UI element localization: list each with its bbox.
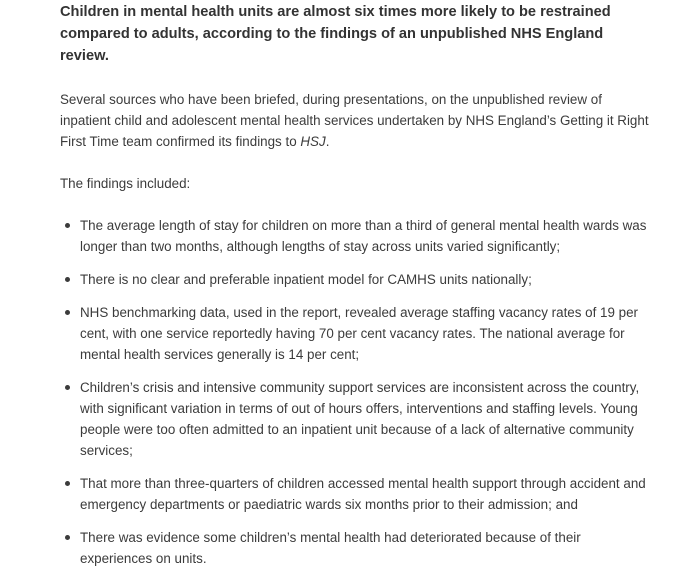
article-standfirst: Children in mental health units are almost six times more likely to be restrained compared to adults, according to the findings of an unpublished NHS England review. [60,4,611,64]
finding-item [60,377,650,461]
bullet-icon [65,535,70,540]
finding-item [60,302,650,365]
bullet-icon [65,481,70,486]
finding-text: The average length of stay for children on more than a third of general mental health wards was longer than two months, although lengths of stay across units varied significantly; [80,218,647,254]
finding-item [60,269,650,290]
finding-text: Children’s crisis and intensive community support services are inconsistent across the country, with significant variation in terms of out of hours offers, interventions and staffing levels. Young people were too often admitted to an inpatient unit because of a lack of alternative community services; [80,380,640,458]
finding-text: There was evidence some children’s mental health had deteriorated because of their experiences on units. [80,530,581,566]
intro-text: Several sources who have been briefed, during presentations, on the unpublished review of inpatient child and adolescent mental health services undertaken by NHS England’s Getting it Right First Time team confirmed its findings to [60,92,649,149]
bullet-icon [65,223,70,228]
bullet-icon [65,385,70,390]
publication-name: HSJ [300,134,326,149]
finding-item [60,527,650,569]
findings-label: The findings included: [60,176,191,191]
finding-text: There is no clear and preferable inpatient model for CAMHS units nationally; [80,272,532,287]
finding-item [60,473,650,515]
bullet-icon [65,277,70,282]
intro-paragraph [60,89,650,152]
bullet-icon [65,310,70,315]
finding-text: NHS benchmarking data, used in the report, revealed average staffing vacancy rates of 19 per cent, with one service reportedly having 70 per cent vacancy rates. The national average for mental health services generally is 14 per cent; [80,305,639,362]
finding-item [60,215,650,257]
findings-list [60,215,650,569]
intro-end: . [325,134,330,149]
finding-text: That more than three-quarters of children accessed mental health support through accident and emergency departments or paediatric wards six months prior to their admission; and [80,476,646,512]
